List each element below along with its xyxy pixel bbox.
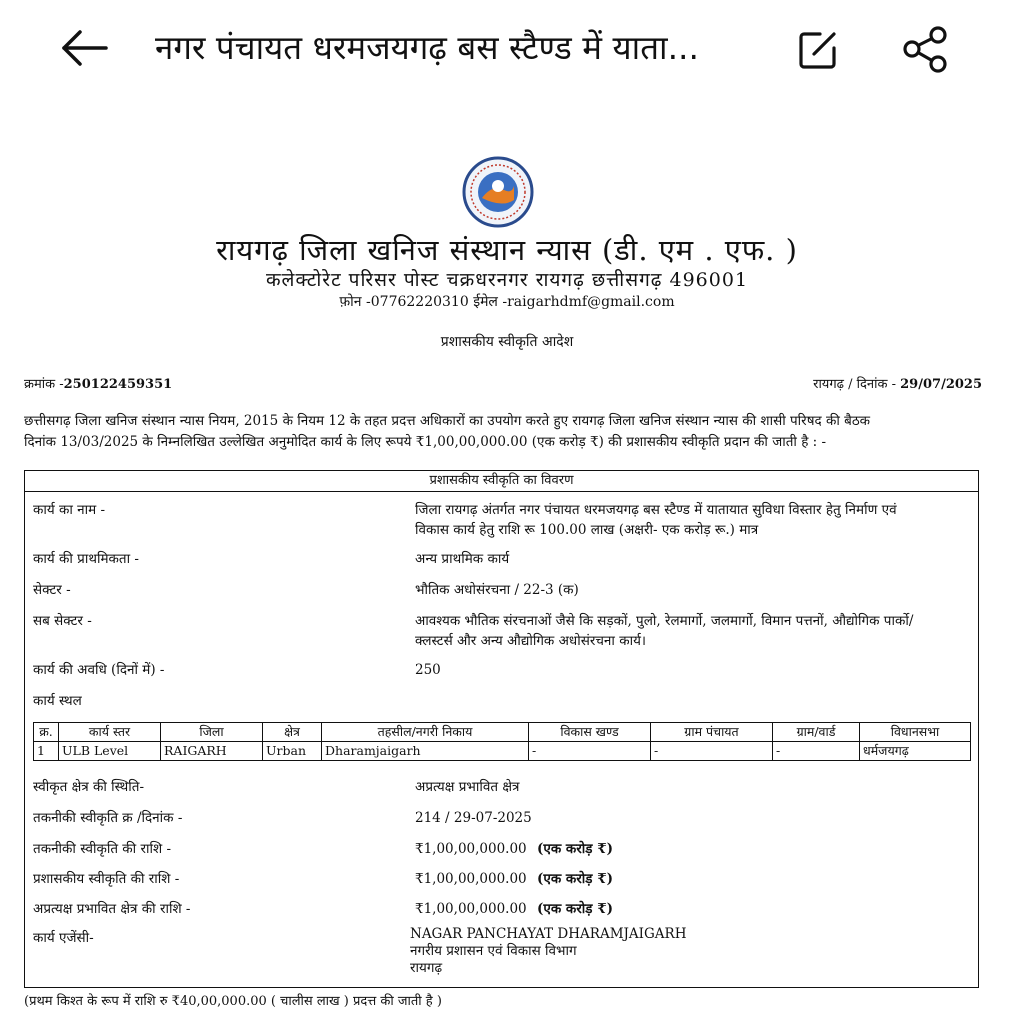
tech-no-value: 214 / 29-07-2025 [415, 810, 532, 826]
subsector-value: आवश्यक भौतिक संरचनाओं जैसे कि सड़कों, पुलो, रेलमार्गो, जलमार्गो, विमान पत्तनों, औद्योगिक पार्को/ क्लस्टर्स और अन्य औद्योगिक अधोसंरचना कार्य। [415, 613, 914, 649]
col-header: ग्राम/वार्ड [773, 723, 860, 742]
sector-value: भौतिक अधोसंरचना / 22-3 (क) [415, 582, 579, 598]
intro-paragraph: छत्तीसगढ़ जिला खनिज संस्थान न्यास नियम, 2015 के नियम 12 के तहत प्रदत्त अधिकारों का उपयोग करते हुए रायगढ़ जिला खनिज संस्थान न्यास की शासी परिषद की बैठक दिनांक 13/03/2025 के निम्नलिखित उल्लेखित अनुमोदित कार्य के लिए रूपये ₹1,00,00,000.00 (एक करोड़ ₹) की प्रशासकीय स्वीकृति प्रदान की जाती है : - [24, 413, 871, 450]
area-status-value: अप्रत्यक्ष प्रभावित क्षेत्र [415, 779, 520, 795]
admin-amount-label: प्रशासकीय स्वीकृति की राशि - [33, 871, 180, 887]
edit-icon [796, 28, 840, 72]
admin-amount-value: ₹1,00,00,000.00 [415, 871, 527, 887]
col-header: जिला [161, 723, 263, 742]
order-date: रायगढ़ / दिनांक - 29/07/2025 [813, 377, 982, 392]
admin-amount-words: (एक करोड़ ₹) [537, 871, 614, 887]
table-cell: RAIGARH [161, 742, 263, 761]
col-header: क्र. [34, 723, 59, 742]
dmf-logo [462, 156, 534, 228]
table-cell: - [651, 742, 773, 761]
duration-value: 250 [415, 662, 441, 678]
agency-value: NAGAR PANCHAYAT DHARAMJAIGARH नगरीय प्रशासन एवं विकास विभाग रायगढ़ [410, 926, 687, 976]
area-status-label: स्वीकृत क्षेत्र की स्थिति- [33, 779, 145, 795]
order-number: क्रमांक -250122459351 [24, 377, 173, 392]
table-cell: Urban [263, 742, 322, 761]
table-cell: धर्मजयगढ़ [860, 742, 971, 761]
tech-amount-words: (एक करोड़ ₹) [537, 841, 614, 857]
subsector-label: सब सेक्टर - [33, 613, 92, 629]
table-cell: ULB Level [59, 742, 161, 761]
location-table-header [34, 723, 971, 742]
sector-label: सेक्टर - [33, 582, 71, 598]
arrow-left-icon [58, 28, 110, 68]
page-title: नगर पंचायत धरमजयगढ़ बस स्टैण्ड में याता... [155, 28, 700, 67]
col-header: विकास खण्ड [529, 723, 651, 742]
tech-amount-value: ₹1,00,00,000.00 [415, 841, 527, 857]
indirect-amount-words: (एक करोड़ ₹) [537, 901, 614, 917]
priority-value: अन्य प्राथमिक कार्य [415, 551, 510, 567]
col-header: कार्य स्तर [59, 723, 161, 742]
share-icon [900, 24, 952, 74]
details-box [24, 470, 979, 988]
work-name-value: जिला रायगढ़ अंतर्गत नगर पंचायत धरमजयगढ़ बस स्टैण्ड में यातायात सुविधा विस्तार हेतु निर्माण एवं विकास कार्य हेतु राशि रू 100.00 लाख (अक्षरी- एक करोड़ रू.) मात्र [415, 502, 897, 538]
table-row [34, 742, 971, 761]
col-header: विधानसभा [860, 723, 971, 742]
table-cell: - [773, 742, 860, 761]
work-name-label: कार्य का नाम - [33, 502, 106, 518]
tech-amount-label: तकनीकी स्वीकृति की राशि - [33, 841, 172, 857]
table-cell: Dharamjaigarh [322, 742, 529, 761]
col-header: ग्राम पंचायत [651, 723, 773, 742]
indirect-amount-label: अप्रत्यक्ष प्रभावित क्षेत्र की राशि - [33, 901, 191, 917]
back-button[interactable] [58, 28, 110, 68]
indirect-amount-value: ₹1,00,00,000.00 [415, 901, 527, 917]
edit-button[interactable] [796, 28, 840, 72]
installment-note: (प्रथम किश्त के रूप में राशि रु ₹40,00,000.00 ( चालीस लाख ) प्रदत्त की जाती है ) [24, 994, 442, 1009]
org-name: रायगढ़ जिला खनिज संस्थान न्यास (डी. एम . एफ. ) [216, 233, 798, 267]
share-button[interactable] [900, 24, 952, 74]
duration-label: कार्य की अवधि (दिनों में) - [33, 662, 165, 678]
table-cell: 1 [34, 742, 59, 761]
order-title: प्रशासकीय स्वीकृति आदेश [440, 334, 574, 350]
location-table [33, 722, 971, 761]
details-heading: प्रशासकीय स्वीकृति का विवरण [25, 471, 978, 492]
priority-label: कार्य की प्राथमिकता - [33, 551, 139, 567]
tech-no-label: तकनीकी स्वीकृति क्र /दिनांक - [33, 810, 183, 826]
table-cell: - [529, 742, 651, 761]
org-contact: फ़ोन -07762220310 ईमेल -raigarhdmf@gmail.com [339, 294, 675, 310]
location-label: कार्य स्थल [33, 693, 82, 709]
col-header: क्षेत्र [263, 723, 322, 742]
agency-label: कार्य एजेंसी- [33, 930, 94, 946]
app-header [0, 0, 1014, 100]
org-address: कलेक्टोरेट परिसर पोस्ट चक्रधरनगर रायगढ़ छत्तीसगढ़ 496001 [265, 269, 749, 291]
col-header: तहसील/नगरी निकाय [322, 723, 529, 742]
